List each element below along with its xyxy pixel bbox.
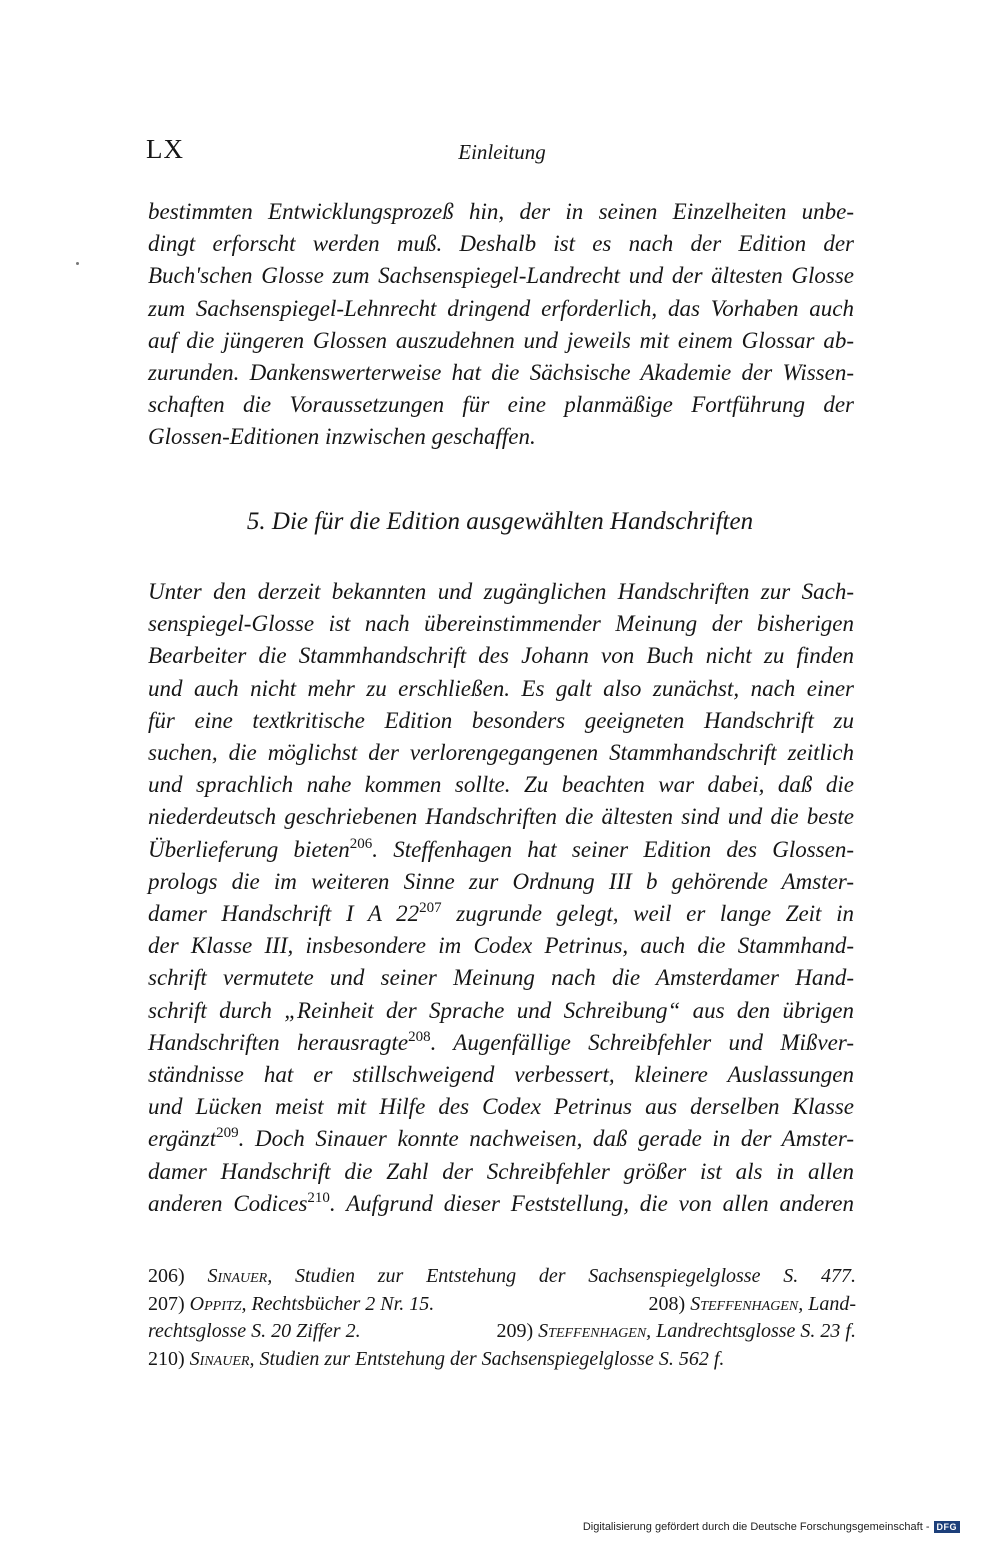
- footnote-text: , Studien zur Entstehung der Sachsenspiegelglosse S. 477.: [267, 1265, 857, 1287]
- text-line: Bearbeiter die Stammhandschrift des Johann von Buch nicht zu finden: [148, 643, 854, 669]
- text-line: suchen, die möglichst der verlorengegangenen Stammhandschrift zeitlich: [148, 740, 854, 766]
- footnote-author: Sinauer: [207, 1265, 268, 1287]
- footnote-ref-207: 207: [419, 900, 442, 917]
- text-line: damer Handschrift die Zahl der Schreibfehler größer ist als in allen: [148, 1158, 854, 1184]
- footnote-text: , Landrechtsglosse S. 23 f.: [646, 1320, 856, 1342]
- text-line: zum Sachsenspiegel-Lehnrecht dringend erforderlich, das Vorhaben auch: [148, 295, 854, 321]
- footnote-text: , Land-: [798, 1292, 856, 1315]
- footnote-row-208-209: [148, 1318, 856, 1346]
- text-line: für eine textkritische Edition besonders geeigneten Handschrift zu: [148, 707, 854, 733]
- text-line: [148, 1188, 854, 1220]
- running-head: Einleitung: [458, 140, 546, 164]
- text-segment: damer Handschrift I A 22: [148, 901, 420, 927]
- text-segment: . Steffenhagen hat seiner Edition des Glossen-: [372, 836, 854, 862]
- paragraph-continued: [148, 196, 854, 454]
- footnotes: [148, 1263, 856, 1373]
- text-segment: Handschriften herausragte: [148, 1029, 409, 1055]
- text-line: [148, 1027, 854, 1059]
- text-segment: anderen Codices: [148, 1190, 308, 1216]
- footnote-author: Steffenhagen: [690, 1292, 799, 1315]
- footnote-author: Steffenhagen: [538, 1320, 647, 1342]
- page-number: LX: [146, 134, 184, 164]
- text-segment: . Aufgrund dieser Feststellung, die von allen anderen: [329, 1190, 854, 1216]
- text-line: bestimmten Entwicklungsprozeß hin, der in seinen Einzelheiten unbe-: [148, 199, 854, 224]
- digitization-credit: [583, 1521, 960, 1533]
- footnote-ref-209: 209: [216, 1125, 239, 1142]
- text-line: [148, 834, 854, 866]
- footnote-number: 206): [148, 1265, 185, 1287]
- text-line: der Klasse III, insbesondere im Codex Petrinus, auch die Stammhand-: [148, 933, 854, 959]
- footnote-206-body: [148, 1263, 856, 1291]
- text-line: niederdeutsch geschriebenen Handschriften die ältesten sind und die beste: [148, 804, 854, 830]
- footnote-text: , Studien zur Entstehung der Sachsenspiegelglosse S. 562 f.: [249, 1347, 725, 1370]
- section-heading: 5. Die für die Edition ausgewählten Handschriften: [246, 508, 754, 535]
- footnote-ref-206: 206: [349, 835, 373, 852]
- text-line: und Lücken meist mit Hilfe des Codex Petrinus aus derselben Klasse: [148, 1094, 854, 1120]
- footnote-number: 208): [648, 1292, 686, 1315]
- text-line: auf die jüngeren Glossen auszudehnen und jeweils mit einem Glossar ab-: [148, 327, 854, 353]
- text-line: zurunden. Dankenswerterweise hat die Sächsische Akademie der Wissen-: [148, 360, 854, 386]
- text-line: dingt erforscht werden muß. Deshalb ist es nach der Edition der: [148, 231, 854, 257]
- text-line: und sprachlich nahe kommen sollte. Zu beachten war dabei, daß die: [148, 772, 854, 798]
- scan-speck: [76, 262, 79, 265]
- footnote-ref-210: 210: [307, 1189, 330, 1206]
- text-line: Glossen-Editionen inzwischen geschaffen.: [148, 424, 536, 450]
- footnote-206: [148, 1263, 856, 1291]
- footnote-text: , Rechtsbücher 2 Nr. 15.: [241, 1292, 435, 1315]
- footnote-209: [497, 1318, 857, 1346]
- footnote-author: Sinauer: [189, 1347, 250, 1370]
- footnote-author: Oppitz: [189, 1292, 242, 1315]
- footnote-208-start: [649, 1291, 856, 1319]
- text-line: [148, 1123, 854, 1155]
- text-line: prologs die im weiteren Sinne zur Ordnung III b gehörende Amster-: [148, 868, 854, 894]
- footnote-207: [148, 1291, 434, 1319]
- paragraph-main: [148, 576, 854, 1220]
- footnote-ref-208: 208: [408, 1028, 431, 1045]
- credit-text: Digitalisierung gefördert durch die Deutsche Forschungsgemeinschaft -: [582, 1521, 930, 1533]
- text-line: Unter den derzeit bekannten und zugänglichen Handschriften zur Sach-: [148, 579, 854, 604]
- footnote-number: 210): [148, 1347, 185, 1370]
- text-segment: Überlieferung bieten: [148, 836, 350, 862]
- dfg-logo-icon: DFG: [934, 1521, 961, 1533]
- footnote-row-207-208: [148, 1291, 856, 1319]
- text-line: und auch nicht mehr zu erschließen. Es galt also zunächst, nach einer: [148, 675, 854, 701]
- text-line: Buch'schen Glosse zum Sachsenspiegel-Landrecht und der ältesten Glosse: [148, 263, 854, 289]
- text-line: schrift vermutete und seiner Meinung nach die Amsterdamer Hand-: [148, 965, 854, 991]
- text-line: [148, 898, 854, 930]
- text-segment: . Augenfällige Schreibfehler und Mißver-: [430, 1029, 855, 1055]
- footnote-number: 209): [496, 1320, 534, 1342]
- text-line: schrift durch „Reinheit der Sprache und Schreibung“ aus den übrigen: [148, 997, 854, 1023]
- text-line: schaften die Voraussetzungen für eine planmäßige Fortführung der: [148, 392, 854, 418]
- footnote-210: [148, 1346, 856, 1374]
- text-segment: . Doch Sinauer konnte nachweisen, daß gerade in der Amster-: [238, 1126, 854, 1152]
- text-segment: zugrunde gelegt, weil er lange Zeit in: [441, 901, 854, 927]
- footnote-208-end: rechtsglosse S. 20 Ziffer 2.: [148, 1320, 361, 1342]
- text-line: senspiegel-Glosse ist nach übereinstimmender Meinung der bisherigen: [148, 611, 854, 637]
- text-line: ständnisse hat er stillschweigend verbessert, kleinere Auslassungen: [148, 1062, 854, 1088]
- footnote-number: 207): [148, 1292, 185, 1315]
- text-segment: ergänzt: [148, 1126, 217, 1152]
